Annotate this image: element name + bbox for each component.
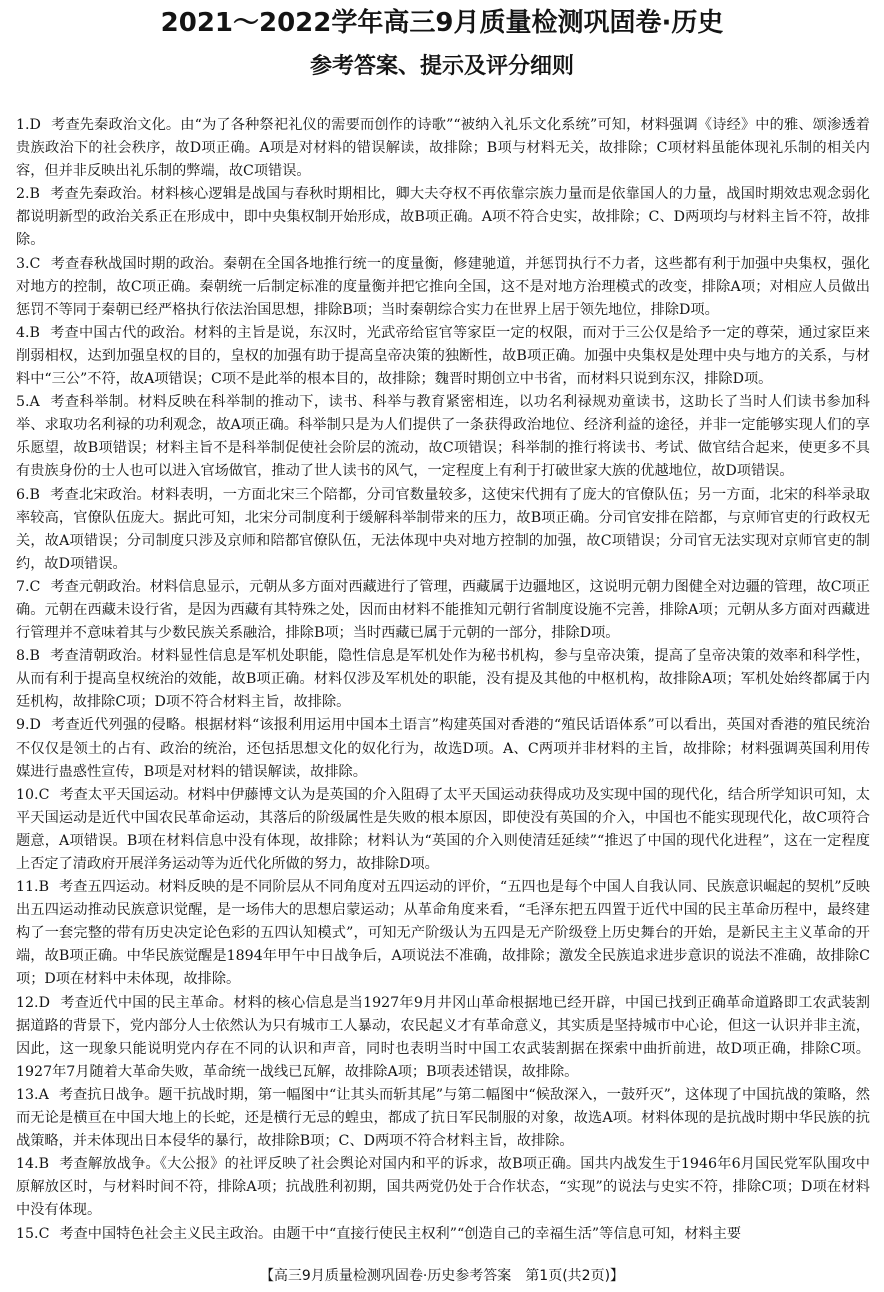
answer-explanation: 考查元朝政治。材料信息显示，元朝从多方面对西藏进行了管理，西藏属于边疆地区，这说明元朝力图健全对边疆的管理，故C项正确。元朝在西藏未设行省，是因为西藏有其特殊之处，因而由材料不能推知元朝行省制度设施不完善，排除A项；元朝从多方面对西藏进行管理并不意味着其与少数民族关系融洽，排除B项；当时西藏已属于元朝的一部分，排除D项。 [16,578,870,642]
answer-number: 15.C [16,1225,50,1242]
answer-number: 2.B [16,186,40,203]
answer-item [16,992,870,1084]
answer-explanation: 考查北宋政治。材料表明，一方面北宋三个陪都，分司官数量较多，这使宋代拥有了庞大的官僚队伍；另一方面，北宋的科举录取率较高，官僚队伍庞大。据此可知，北宋分司制度利于缓解科举制带来的压力，故B项正确。分司官安排在陪都，与京师官吏的行政权无关，故A项错误；分司制度只涉及京师和陪都官僚队伍，无法体现中央对地方控制的加强，故C项错误；分司官无法实现对京师官吏的制约，故D项错误。 [16,486,870,572]
answer-number: 8.B [16,648,40,665]
page-title: 2021～2022学年高三9月质量检测巩固卷·历史 [160,8,724,38]
answer-item [16,876,870,991]
answer-explanation: 考查太平天国运动。材料中伊藤博文认为是英国的介入阻碍了太平天国运动获得成功及实现中国的现代化，结合所学知识可知，太平天国运动是近代中国农民革命运动，其落后的阶级属性是失败的根本原因，即使没有英国的介入，中国也不能实现现代化，故C项符合题意，A项错误。B项在材料信息中没有体现，故排除；材料认为“英国的介入则使清廷延续”“推迟了中国的现代化进程”，这在一定程度上否定了清政府开展洋务运动等为近代化所做的努力，故排除D项。 [16,786,870,872]
answer-number: 10.C [16,786,50,803]
answer-number: 13.A [16,1086,49,1103]
answer-list [16,114,870,1246]
answer-item [16,576,870,645]
answer-number: 4.B [16,324,40,341]
page-subtitle: 参考答案、提示及评分细则 [309,54,574,79]
answer-item [16,645,870,714]
answer-explanation: 考查春秋战国时期的政治。秦朝在全国各地推行统一的度量衡，修建驰道，并惩罚执行不力者，这些都有利于加强中央集权，强化对地方的控制，故C项正确。秦朝统一后制定标准的度量衡并把它推向全国，这不是对地方治理模式的改变，排除A项；对相应人员做出惩罚不等同于秦朝已经严格执行依法治国思想，排除B项；当时秦朝综合实力在世界上居于领先地位，排除D项。 [16,255,870,318]
answer-number: 14.B [16,1156,49,1173]
answer-item [16,714,870,783]
answer-item [16,253,870,322]
answer-number: 12.D [16,994,50,1011]
answer-explanation: 考查近代列强的侵略。根据材料“该报利用运用中国本土语言”构建英国对香港的“殖民话语体系”可以看出，英国对香港的殖民统治不仅仅是领土的占有、政治的统治，还包括思想文化的奴化行为，故选D项。A、C两项并非材料的主旨，故排除；材料强调英国利用传媒进行蛊惑性宣传，B项是对材料的错误解读，故排除。 [16,717,870,780]
answer-explanation: 考查清朝政治。材料显性信息是军机处职能，隐性信息是军机处作为秘书机构，参与皇帝决策，提高了皇帝决策的效率和科学性，从而有利于提高皇权统治的效能，故B项正确。材料仅涉及军机处的职能，没有提及其他的中枢机构，故排除A项；军机处始终都属于内廷机构，故排除C项；D项不符合材料主旨，故排除。 [16,648,870,711]
answer-explanation: 考查先秦政治。材料核心逻辑是战国与春秋时期相比，卿大夫夺权不再依靠宗族力量而是依靠国人的力量，战国时期效忠观念弱化都说明新型的政治关系正在形成中，即中央集权制开始形成，故B项正确。A项不符合史实，故排除；C、D两项均与材料主旨不符，故排除。 [16,186,870,249]
answer-number: 3.C [16,255,41,272]
answer-number: 9.D [16,717,41,734]
answer-number: 5.A [16,394,40,411]
answer-number: 1.D [16,117,41,133]
answer-explanation: 考查中国特色社会主义民主政治。由题干中“直接行使民主权利”“创造自己的幸福生活”等信息可知，材料主要 [59,1225,742,1242]
answer-item [16,183,870,252]
answer-item [16,484,870,576]
answer-item [16,784,870,876]
answer-item [16,1084,870,1153]
answer-item [16,1223,870,1246]
page-footer: 【高三9月质量检测巩固卷·历史参考答案 第1页(共2页)】 [259,1268,625,1284]
answer-explanation: 考查五四运动。材料反映的是不同阶层从不同角度对五四运动的评价，“五四也是每个中国人自我认同、民族意识崛起的契机”反映出五四运动推动民族意识觉醒，是一场伟大的思想启蒙运动；从革命角度来看，“毛泽东把五四置于近代中国的民主革命历程中，最终建构了一套完整的带有历史决定论色彩的五四认知模式”，可知无产阶级认为五四是无产阶级登上历史舞台的开始，是新民主主义革命的开端，故B项正确。中华民族觉醒是1894年甲午中日战争后，A项说法不准确，故排除；激发全民族追求进步意识的说法不准确，故排除C项；D项在材料中未体现，故排除。 [16,879,870,988]
answer-item [16,1153,870,1222]
answer-number: 11.B [16,879,49,896]
answer-explanation: 考查近代中国的民主革命。材料的核心信息是当1927年9月井冈山革命根据地已经开辟，中国已找到正确革命道路即工农武装割据道路的背景下，党内部分人士依然认为只有城市工人暴动，农民起义才有革命意义，其实质是坚持城市中心论，但这一认识并非主流，因此，这一现象只能说明党内存在不同的认识和声音，同时也表明当时中国工农武装割据在探索中曲折前进，故D项正确，排除C项。1927年7月随着大革命失败，革命统一战线已瓦解，故排除A项；B项表述错误，故排除。 [16,994,870,1080]
answer-explanation: 考查中国古代的政治。材料的主旨是说，东汉时，光武帝给宦官等家臣一定的权限，而对于三公仅是给予一定的尊荣，通过家臣来削弱相权，达到加强皇权的目的，皇权的加强有助于提高皇帝决策的独断性，故B项正确。加强中央集权是处理中央与地方的关系，与材料中“三公”不符，故A项错误；C项不是此举的根本目的，故排除；魏晋时期创立中书省，而材料只说到东汉，排除D项。 [16,324,870,388]
answer-item [16,391,870,483]
answer-explanation: 考查科举制。材料反映在科举制的推动下，读书、科举与教育紧密相连，以功名利禄规劝童读书，这助长了当时人们读书参加科举、求取功名利禄的功利观念，故A项正确。科举制只是为人们提供了一条获得政治地位、经济利益的途径，并非一定能够实现人们的享乐愿望，故B项错误；材料主旨不是科举制促使社会阶层的流动，故C项错误；科举制的推行将读书、考试、做官结合起来，使更多不具有贵族身份的士人也可以进入官场做官，推动了世人读书的风气，一定程度上有利于打破世家大族的优越地位，故D项错误。 [16,394,870,480]
answer-explanation: 考查先秦政治文化。由“为了各种祭祀礼仪的需要而创作的诗歌”“被纳入礼乐文化系统”可知，材料强调《诗经》中的雅、颂渗透着贵族政治下的社会秩序，故D项正确。A项是对材料的错误解读，故排除；B项与材料无关，故排除；C项材料虽能体现礼乐制的相关内容，但并非反映出礼乐制的弊端，故C项错误。 [16,117,870,180]
answer-item [16,114,870,183]
answer-item [16,322,870,391]
answer-explanation: 考查解放战争。《大公报》的社评反映了社会舆论对国内和平的诉求，故B项正确。国共内战发生于1946年6月国民党军队围攻中原解放区时，与材料时间不符，排除A项；抗战胜利初期，国共两党仍处于合作状态，“实现”的说法与史实不符，排除C项；D项在材料中没有体现。 [16,1156,870,1219]
answer-number: 6.B [16,486,40,503]
answer-number: 7.C [16,578,41,595]
answer-explanation: 考查抗日战争。题干抗战时期，第一幅图中“让其头而斩其尾”与第二幅图中“候敌深入，一鼓歼灭”，这体现了中国抗战的策略，然而无论是横亘在中国大地上的长蛇，还是横行无忌的蝗虫，都成了抗日军民制服的对象，故选A项。材料体现的是抗战时期中华民族的抗战策略，并未体现出日本侵华的暴行，故排除B项；C、D两项不符合材料主旨，故排除。 [16,1086,870,1150]
